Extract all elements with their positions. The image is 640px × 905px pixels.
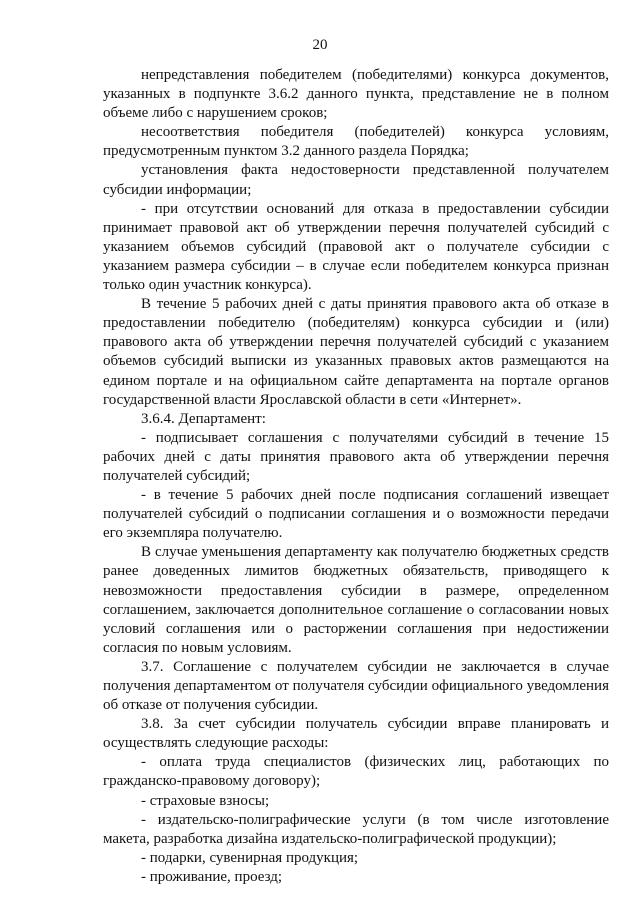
- paragraph-approval-act: - при отсутствии оснований для отказа в предоставлении субсидии принимает правовой акт об утверждении перечня получателей субсидий с указанием объемов субсидий (правовой акт о получателе субсидии с указанием размера субсидии – в случае если победителем конкурса признан только один участник конкурса).: [103, 200, 609, 294]
- page-number: 20: [312, 37, 328, 53]
- paragraph-nonsubmission: непредставления победителем (победителями) конкурса документов, указанных в подпункте 3.6.2 данного пункта, представление не в полном объеме либо с нарушением сроков;: [103, 67, 609, 122]
- list-item-insurance: - страховые взносы;: [141, 792, 270, 809]
- list-item-printing: - издательско-полиграфические услуги (в том числе изготовление макета, разработка дизайна издательско-полиграфической продукции);: [103, 811, 609, 847]
- list-item-gifts: - подарки, сувенирная продукция;: [141, 849, 359, 866]
- paragraph-publication: В течение 5 рабочих дней с даты принятия правового акта об отказе в предоставлении победителю (победителям) конкурса субсидии и (или) правового акта об утверждении перечня получателей субсидий с указанием объемов субсидий выписки из указанных правовых актов размещаются на едином портале и на официальном сайте департамента на портале органов государственной власти Ярославской области в сети «Интернет».: [103, 296, 609, 408]
- paragraph-inaccuracy: установления факта недостоверности представленной получателем субсидии информации;: [103, 162, 609, 198]
- list-item-accommodation: - проживание, проезд;: [141, 868, 283, 885]
- paragraph-limit-reduction: В случае уменьшения департаменту как получателю бюджетных средств ранее доведенных лимитов бюджетных обязательств, приводящего к невозможности предоставления субсидии в размере, определенном соглашением, заключается дополнительное соглашение о согласовании новых условий соглашения или о расторжении соглашения при недостижении согласия по новым условиям.: [103, 544, 609, 656]
- paragraph-section-3-8: 3.8. За счет субсидии получатель субсидии вправе планировать и осуществлять следующие расходы:: [103, 716, 609, 752]
- paragraph-section-3-6-4: 3.6.4. Департамент:: [141, 410, 266, 427]
- list-item-specialist-pay: - оплата труда специалистов (физических лиц, работающих по гражданско-правовому договору);: [103, 754, 609, 790]
- paragraph-notify-recipients: - в течение 5 рабочих дней после подписания соглашений извещает получателей субсидий о подписании соглашения и о возможности передачи его экземпляра получателю.: [103, 487, 609, 542]
- paragraph-noncompliance: несоответствия победителя (победителей) конкурса условиям, предусмотренным пунктом 3.2 данного раздела Порядка;: [103, 124, 609, 160]
- paragraph-section-3-7: 3.7. Соглашение с получателем субсидии не заключается в случае получения департаментом от получателя субсидии официального уведомления об отказе от получения субсидии.: [103, 658, 609, 714]
- paragraph-sign-agreements: - подписывает соглашения с получателями субсидий в течение 15 рабочих дней с даты принятия правового акта об утверждении перечня получателей субсидий;: [103, 429, 609, 484]
- document-body: [103, 66, 609, 887]
